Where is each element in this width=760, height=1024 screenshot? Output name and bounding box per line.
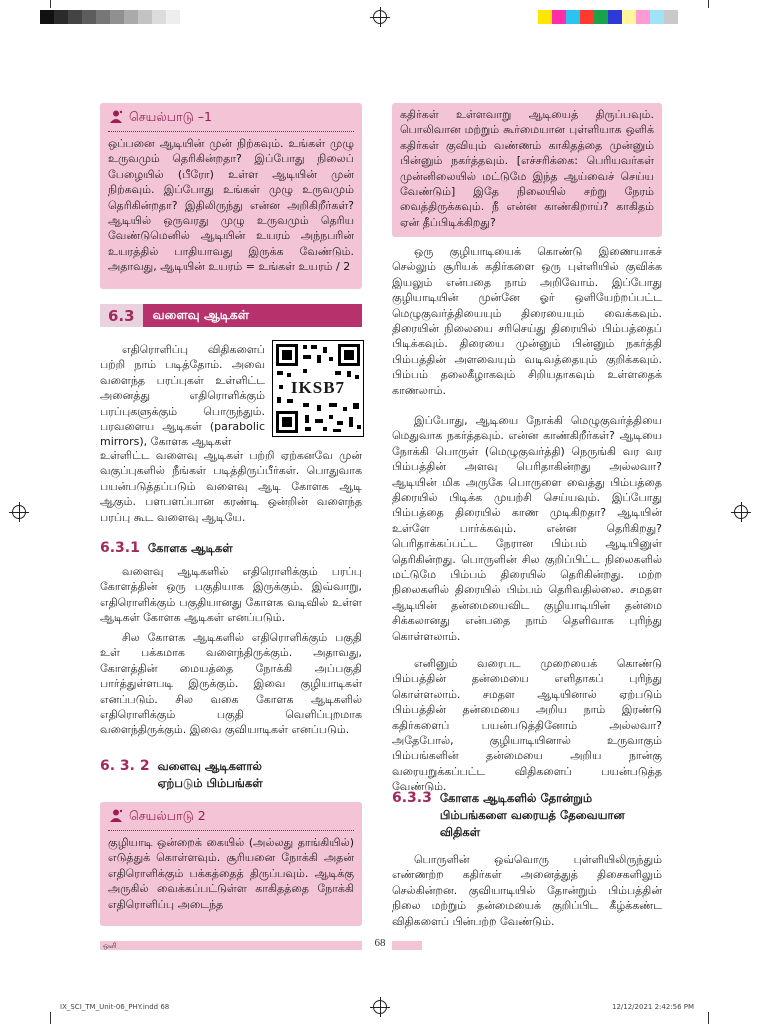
section-number: 6.3 <box>100 304 143 327</box>
activity-1-header <box>108 107 354 127</box>
subsection-6-3-3-heading <box>392 790 662 841</box>
intro-paragraph: எதிரொளிப்பு விதிகளைப் பற்றி நாம் படித்தோம். அவை வளைந்த பரப்புகள் உள்ளிட்ட அனைத்து எதிரொளிக்கும் பரப்புகளுக்கும் பொருந்தும். பரவளைய ஆடிகள் (parabolic mirrors), கோளக ஆடிகள் <box>100 343 265 449</box>
crop-mark <box>708 1012 709 1024</box>
subsection-title: வளைவு ஆடிகளால் ஏற்படும் பிம்பங்கள் <box>157 759 263 790</box>
grayscale-color-bar <box>40 10 180 24</box>
activity-2-box <box>100 802 362 926</box>
crop-mark <box>708 0 709 8</box>
subsection-title: கோளக ஆடிகள் <box>147 541 233 555</box>
activity-2-body-continued: கதிர்கள் உள்ளவாறு ஆடியைத் திருப்பவும். பொலிவான மற்றும் கூர்மையான புள்ளியாக ஒளிக் கதிர்கள் குவியும் வண்ணம் காகிதத்தை முன்னும் பின்னும் நகர்த்தவும். [எச்சரிக்கை: பெரியவர்கள் முன்னிலையில் மட்டுமே இந்த ஆய்வைச் செய்ய வேண்டும்] இதே நிலையில் சற்று நேரம் வைத்திருக்கவும். நீ என்ன காண்கிறாய்? காகிதம் ஏன் தீப்பிடிக்கிறது? <box>400 108 654 229</box>
section-title: வளைவு ஆடிகள் <box>152 307 249 322</box>
rays-rules-paragraph: பொருளின் ஒவ்வொரு புள்ளியிலிருந்தும் எண்ணற்ற கதிர்கள் அனைத்துத் திசைகளிலும் செல்கின்றன. குவியாடியில் தோன்றும் பிம்பத்தின் நிலை மற்றும் தன்மையைக் குறிப்பிட கீழ்க்கண்ட விதிகளைப் பின்பற்ற வேண்டும். <box>392 853 662 928</box>
concave-convex-paragraph: சில கோளக ஆடிகளில் எதிரொளிக்கும் பகுதி உள் பக்கமாக வளைந்திருக்கும். அதாவது, கோளத்தின் மையத்தை நோக்கி அப்பகுதி பார்த்துள்ளபடி இருக்கும். இவை குழியாடிகள் எனப்படும். சில வகை கோளக ஆடிகளில் எதிரொளிக்கும் பகுதி வெளிப்புறமாக வளைந்திருக்கும். இவை குவியாடிகள் எனப்படும். <box>100 631 362 737</box>
registration-mark-left-icon <box>12 505 26 519</box>
subsection-title: கோளக ஆடிகளில் தோன்றும் பிம்பங்களை வரையத் தேவையான விதிகள் <box>439 791 625 839</box>
subsection-6-3-1-heading <box>100 540 362 557</box>
intro-paragraph-continued: உள்ளிட்ட வளைவு ஆடிகள் பற்றி ஏற்கனவே முன் வகுப்புகளில் நீங்கள் படித்திருப்பீர்கள். பொதுவாக பயன்படுத்தப்படும் வளைவு ஆடி கோளக ஆடி ஆகும். பளபளப்பான கரண்டி ஒன்றின் வளைந்த பரப்பு கூட வளைவு ஆடியே. <box>100 449 362 524</box>
crop-mark <box>50 1012 51 1024</box>
subsection-number: 6. 3. 2 <box>100 758 150 774</box>
subsection-number: 6.3.3 <box>392 790 432 806</box>
activity-1-title: செயல்பாடு –1 <box>129 108 212 124</box>
process-color-bar <box>538 10 678 24</box>
subsection-number: 6.3.1 <box>100 540 140 556</box>
registration-mark-right-icon <box>734 505 748 519</box>
section-6-3-heading <box>100 304 362 327</box>
activity-2-header <box>108 806 354 826</box>
spherical-mirror-paragraph: வளைவு ஆடிகளில் எதிரொளிக்கும் பரப்பு கோளத்தின் ஒரு பகுதியாக இருக்கும். இவ்வாறு, எதிரொளிக்கும் பகுதியானது கோளக வடிவில் உள்ள ஆடிகள் கோளக ஆடிகள் எனப்படும். <box>100 565 362 625</box>
person-activity-icon <box>108 110 124 124</box>
print-file-name: IX_SCI_TM_Unit-06_PHY.indd 68 <box>60 1003 170 1011</box>
footer-left-band <box>100 941 362 950</box>
registration-mark-bottom-icon <box>373 1000 387 1014</box>
qr-code[interactable] <box>272 340 364 437</box>
page-number: 68 <box>374 937 386 949</box>
concave-image-paragraph: ஒரு குழியாடியைக் கொண்டு இணையாகச் செல்லும் சூரியக் கதிர்களை ஒரு புள்ளியில் குவிக்க இயலும் என்பதை நாம் அறிவோம். இப்போது குழியாடியின் முன்னே ஓர் ஒளியேற்றப்பட்ட மெழுகுவர்த்தியையும் திரையையும் வைக்கவும். திரையின் நிலையை சரிசெய்து திரையில் பிம்பத்தைப் பிடிக்கவும். திரையை முன்னும் பின்னும் நகர்த்தி பிம்பத்தின் அளவையும் வடிவத்தையும் குறிக்கவும். பிம்பம் தலைகீழாகவும் சிறியதாகவும் உள்ளதைக் காணலாம். <box>392 245 662 397</box>
qr-code-label: IKSB7 <box>285 377 351 399</box>
activity-2-box-continued <box>392 103 662 237</box>
ray-diagram-paragraph: எனினும் வரைபட முறையைக் கொண்டு பிம்பத்தின் தன்மையை எளிதாகப் புரிந்து கொள்ளலாம். சமதள ஆடியினால் ஏற்படும் பிம்பத்தின் தன்மையை அறிய நாம் இரண்டு கதிர்களைப் பயன்படுத்தினோம் அல்லவா? அதேபோல், குழியாடியினால் உருவாகும் பிம்பங்களின் தன்மையை அறிய நான்கு வரையறுக்கப்பட்ட விதிகளைப் பயன்படுத்த வேண்டும். <box>392 657 662 794</box>
activity-1-body: ஒப்பனை ஆடியின் முன் நிற்கவும். உங்கள் முழு உருவமும் தெரிகின்றதா? இப்போது நிலைப் பேழையில் (பீரோ) உள்ள ஆடியின் முன் நிற்கவும். இப்போது உங்கள் முழு உருவமும் தெரிகின்றதா? இதிலிருந்து என்ன அறிகிறீர்கள்? ஆடியில் ஒருவரது முழு உருவமும் தெரிய வேண்டுமெனில் ஆடியின் உயரம் அந்நபரின் உயரத்தில் பாதியாவது இருக்க வேண்டும். அதாவது, ஆடியின் உயரம் = உங்கள் உயரம் / 2 <box>108 137 354 274</box>
activity-2-body: குழியாடி ஒன்றைக் கையில் (அல்லது தாங்கியில்) எடுத்துக் கொள்ளவும். சூரியனை நோக்கி அதன் எதிரொளிக்கும் பக்கத்தைத் திருப்பவும். ஆடிக்கு அருகில் வைக்கப்பட்டுள்ள காகிதத்தை நோக்கி எதிரொளிப்பு அடைந்த <box>108 836 354 911</box>
crop-mark <box>50 0 51 8</box>
footer-chapter-label: ஒளி <box>103 942 117 950</box>
person-activity-icon <box>108 809 124 823</box>
activity-2-title: செயல்பாடு 2 <box>129 807 206 823</box>
registration-mark-icon <box>373 10 387 24</box>
candle-mirror-paragraph: இப்போது, ஆடியை நோக்கி மெழுகுவர்த்தியை மெதுவாக நகர்த்தவும். என்ன காண்கிறீர்கள்? ஆடியை நோக்கி பொருள் (மெழுகுவர்த்தி) நெருங்கி வர வர பிம்பத்தின் அளவு பெரிதாகின்றது அல்லவா? ஆடியின் மிக அருகே பொருளை வைத்து பிம்பத்தை திரையில் பிடிக்க முயற்சி செய்யவும். இப்போது பிம்பத்தை திரையில் காண முடிகிறதா? ஆடியின் உள்ளே பார்க்கவும். என்ன தெரிகிறது? பெரிதாக்கப்பட்ட நேரான பிம்பம் ஆடியினுள் தெரிகின்றது. பொருளின் சில குறிப்பிட்ட நிலைகளில் மட்டுமே பிம்பம் திரையில் தெரிகின்றது. மற்ற நிலைகளில் திரையில் பிம்பம் தெரிவதில்லை. சமதள ஆடியின் தன்மையைவிட குழியாடியின் தன்மை சிக்கலானது என்பதை நாம் தெளிவாக புரிந்து கொள்ளலாம். <box>392 414 662 643</box>
activity-1-box <box>100 103 362 289</box>
subsection-6-3-2-heading <box>100 758 362 792</box>
print-timestamp: 12/12/2021 2:42:56 PM <box>612 1003 695 1011</box>
